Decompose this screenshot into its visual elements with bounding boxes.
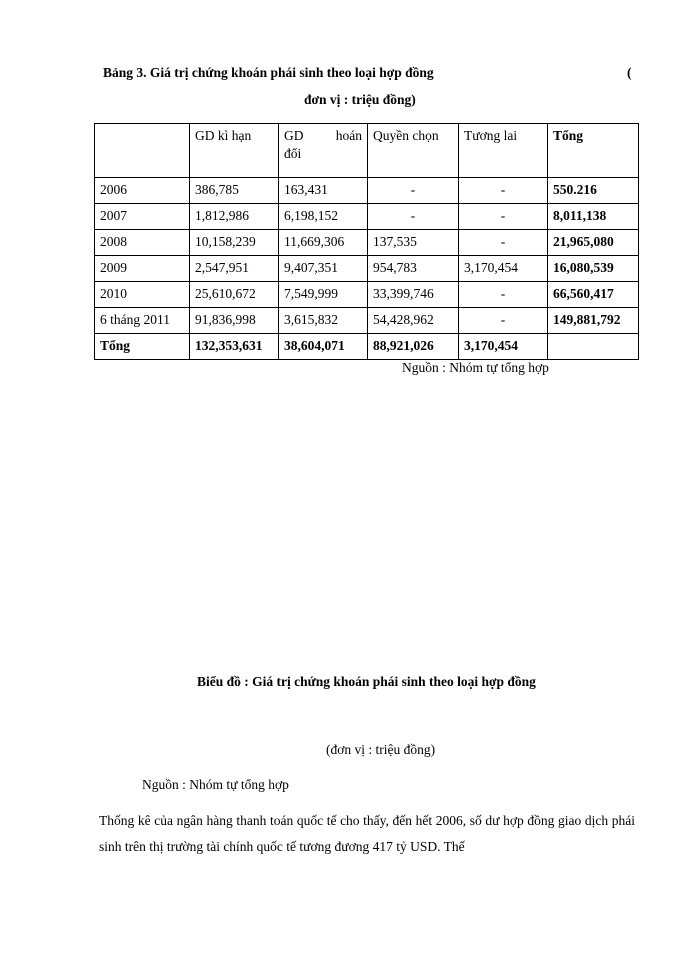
table-row — [95, 178, 639, 204]
header-hoan-doi-c: đổi — [284, 146, 302, 161]
table-cell: 54,428,962 — [368, 308, 459, 334]
table-cell: 149,881,792 — [548, 308, 639, 334]
table-cell: 25,610,672 — [190, 282, 279, 308]
table-cell: 1,812,986 — [190, 204, 279, 230]
header-cell: GD kì hạn — [190, 124, 279, 178]
table-cell — [548, 334, 639, 360]
chart-source: Nguồn : Nhóm tự tổng hợp — [142, 777, 289, 792]
table-cell: 3,170,454 — [459, 256, 548, 282]
header-cell: Quyền chọn — [368, 124, 459, 178]
header-cell — [95, 124, 190, 178]
table-cell: 9,407,351 — [279, 256, 368, 282]
table-cell: 11,669,306 — [279, 230, 368, 256]
table-cell: - — [368, 204, 459, 230]
table-cell: 2009 — [95, 256, 190, 282]
body-paragraph: Thống kê của ngân hàng thanh toán quốc tế cho thấy, đến hết 2006, số dư hợp đồng giao dịch phái sinh trên thị trường tài chính quốc tế tương đương 417 tỷ USD. Thế — [99, 813, 635, 854]
table-cell: 88,921,026 — [368, 334, 459, 360]
table-cell: 2010 — [95, 282, 190, 308]
table-cell: - — [459, 308, 548, 334]
chart-title: Biểu đồ : Giá trị chứng khoán phái sinh theo loại hợp đồng — [197, 674, 536, 689]
table-cell: 163,431 — [279, 178, 368, 204]
table-row — [95, 282, 639, 308]
table-cell: - — [459, 204, 548, 230]
table-cell: - — [459, 230, 548, 256]
table-cell: 10,158,239 — [190, 230, 279, 256]
table-cell: 33,399,746 — [368, 282, 459, 308]
header-cell — [279, 124, 368, 178]
table-cell: 386,785 — [190, 178, 279, 204]
table-cell: 3,615,832 — [279, 308, 368, 334]
table-cell: 21,965,080 — [548, 230, 639, 256]
table-cell: 6,198,152 — [279, 204, 368, 230]
table-cell: 6 tháng 2011 — [95, 308, 190, 334]
table-cell: 2,547,951 — [190, 256, 279, 282]
header-hoan-doi-b: hoán — [335, 128, 362, 143]
header-hoan-doi-a: GD — [284, 128, 304, 143]
header-cell: Tổng — [548, 124, 639, 178]
table-row — [95, 256, 639, 282]
table-cell: 66,560,417 — [548, 282, 639, 308]
table-cell: 2006 — [95, 178, 190, 204]
table-unit: đơn vị : triệu đồng) — [304, 92, 416, 107]
table-cell: 954,783 — [368, 256, 459, 282]
table-cell: 91,836,998 — [190, 308, 279, 334]
table-cell: - — [459, 282, 548, 308]
table-title-paren: ( — [627, 65, 632, 80]
table-header-row — [95, 124, 639, 178]
table-cell: 2008 — [95, 230, 190, 256]
table-cell: - — [368, 178, 459, 204]
table-row — [95, 204, 639, 230]
table-cell: 38,604,071 — [279, 334, 368, 360]
table-cell: 8,011,138 — [548, 204, 639, 230]
derivatives-table — [94, 123, 639, 360]
header-cell: Tương lai — [459, 124, 548, 178]
table-cell: 137,535 — [368, 230, 459, 256]
table-cell: 132,353,631 — [190, 334, 279, 360]
table-total-row — [95, 334, 639, 360]
table-row — [95, 308, 639, 334]
table-title: Bảng 3. Giá trị chứng khoán phái sinh theo loại hợp đồng — [103, 65, 434, 80]
table-cell: Tổng — [95, 334, 190, 360]
table-cell: 2007 — [95, 204, 190, 230]
table-cell: 16,080,539 — [548, 256, 639, 282]
table-cell: 3,170,454 — [459, 334, 548, 360]
table-source: Nguồn : Nhóm tự tổng hợp — [402, 360, 549, 375]
table-cell: 550.216 — [548, 178, 639, 204]
table-cell: - — [459, 178, 548, 204]
chart-unit: (đơn vị : triệu đồng) — [326, 742, 436, 757]
table-row — [95, 230, 639, 256]
table-cell: 7,549,999 — [279, 282, 368, 308]
